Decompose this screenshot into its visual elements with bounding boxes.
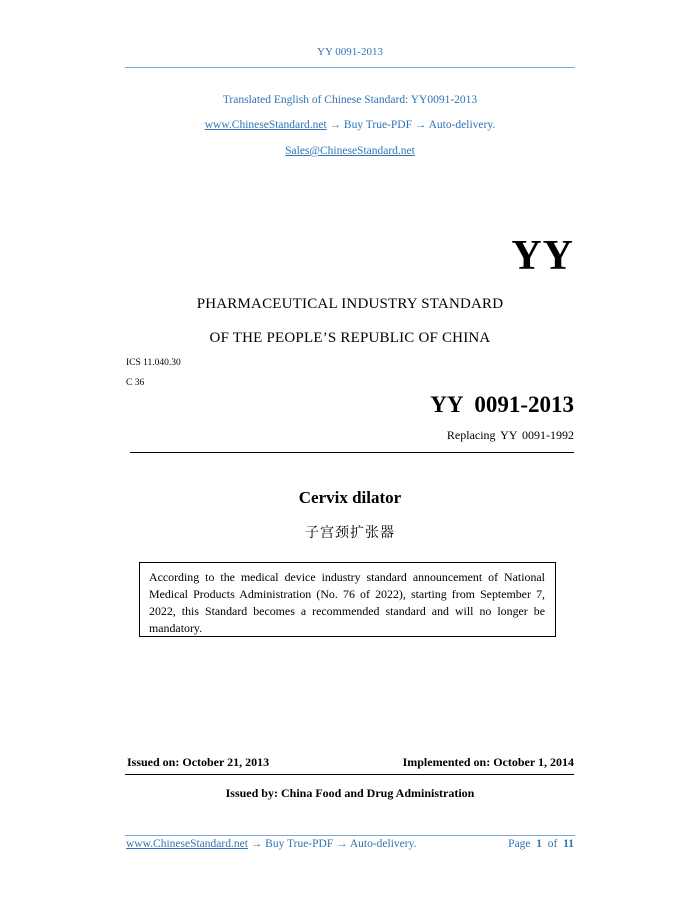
ccs-code: C 36 <box>126 378 145 388</box>
issued-date: Issued on: October 21, 2013 <box>127 755 270 769</box>
site-link[interactable]: www.ChineseStandard.net <box>204 119 327 131</box>
page-label: Page <box>508 838 531 850</box>
page-current: 1 <box>536 838 543 850</box>
document-title-en: Cervix dilator <box>298 488 402 507</box>
email-line <box>0 145 700 157</box>
running-header: YY 0091-2013 <box>317 46 383 58</box>
status-notice-box: According to the medical device industry standard announcement of National Medical Products Administration (No. 76 of 2022), starting from September 7, 2022, this Standard becomes a recommended standard and will no longer be mandatory. <box>139 562 556 637</box>
translation-notice: Translated English of Chinese Standard: YY0091-2013 <box>222 94 478 106</box>
implemented-date: Implemented on: October 1, 2014 <box>402 755 574 769</box>
footer-purchase-text: → Buy True-PDF → Auto-delivery. <box>247 838 417 850</box>
page-of: of <box>547 838 558 850</box>
page-total: 11 <box>563 838 574 850</box>
purchase-text: → Buy True-PDF → Auto-delivery. <box>326 119 496 131</box>
replacing-note: Replacing YY 0091-1992 <box>446 428 574 442</box>
footer-site-link[interactable]: www.ChineseStandard.net <box>126 838 248 850</box>
dates-divider <box>125 774 574 775</box>
document-number: YY 0091-2013 <box>430 392 574 417</box>
footer-purchase-line <box>126 838 416 850</box>
footer-divider <box>125 835 575 836</box>
page-indicator <box>508 838 574 850</box>
purchase-line <box>0 119 700 131</box>
issuing-authority: Issued by: China Food and Drug Administration <box>225 786 475 800</box>
standard-type-line2: OF THE PEOPLE’S REPUBLIC OF CHINA <box>209 330 491 346</box>
standard-logo-letters: YY <box>511 233 574 279</box>
sales-email-link[interactable]: Sales@ChineseStandard.net <box>285 145 415 157</box>
standard-type-line1: PHARMACEUTICAL INDUSTRY STANDARD <box>196 296 504 312</box>
title-divider <box>130 452 574 453</box>
document-title-zh: 子宫颈扩张器 <box>305 525 395 541</box>
ics-code: ICS 11.040.30 <box>126 358 181 368</box>
header-divider <box>125 67 575 68</box>
